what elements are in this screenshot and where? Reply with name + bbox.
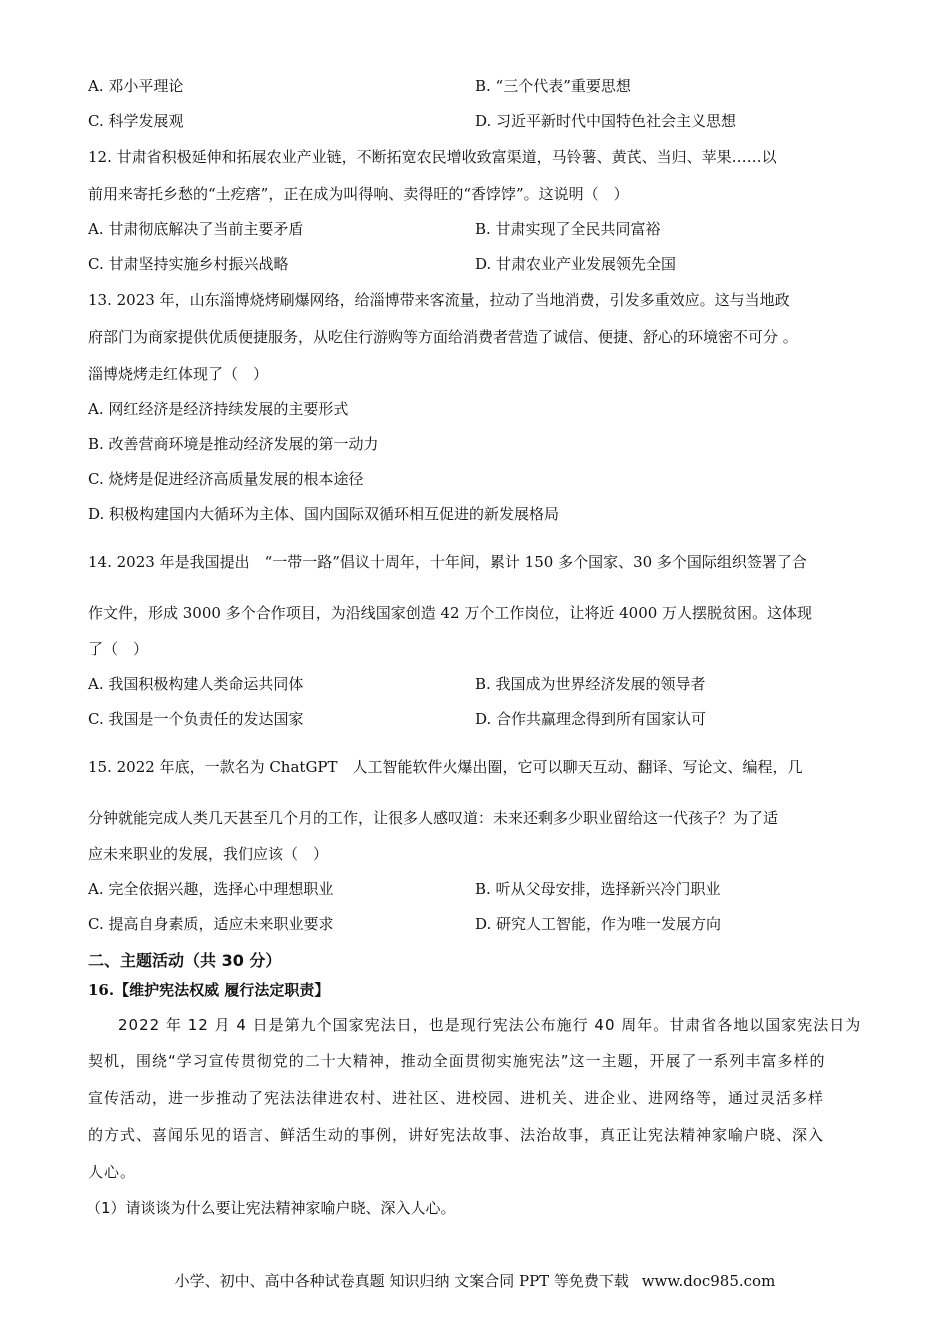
q13-option-b: B. 改善营商环境是推动经济发展的第一动力 bbox=[88, 435, 379, 453]
q14-option-c: C. 我国是一个负责任的发达国家 bbox=[88, 710, 304, 728]
q14-option-a: A. 我国积极构建人类命运共同体 bbox=[88, 675, 304, 693]
q16-subquestion-1: （1）请谈谈为什么要让宪法精神家喻户晓、深入人心。 bbox=[86, 1199, 456, 1217]
q16-heading: 16.【维护宪法权威 履行法定职责】 bbox=[88, 981, 330, 999]
q16-material-line: 2022 年 12 月 4 日是第九个国家宪法日，也是现行宪法公布施行 40 周年。甘肃省各地以国家宪法日为 bbox=[118, 1016, 862, 1034]
q16-material-line: 人心。 bbox=[88, 1163, 137, 1181]
footer-url[interactable]: www.doc985.com bbox=[641, 1272, 776, 1290]
q14-stem-line2: 作文件，形成 3000 多个合作项目，为沿线国家创造 42 万个工作岗位，让将近 4000 万人摆脱贫困。这体现 bbox=[88, 604, 813, 622]
q13-stem-line2: 府部门为商家提供优质便捷服务，从吃住行游购等方面给消费者营造了诚信、便捷、舒心的环境密不可分 。 bbox=[88, 328, 798, 346]
q15-option-c: C. 提高自身素质，适应未来职业要求 bbox=[88, 915, 334, 933]
q14-option-b: B. 我国成为世界经济发展的领导者 bbox=[475, 675, 706, 693]
q11-option-b: B. “三个代表”重要思想 bbox=[475, 77, 631, 95]
q13-option-c: C. 烧烤是促进经济高质量发展的根本途径 bbox=[88, 470, 364, 488]
q15-option-b: B. 听从父母安排，选择新兴冷门职业 bbox=[475, 880, 721, 898]
q14-stem-line3: 了（ ） bbox=[88, 640, 149, 658]
q13-option-a: A. 网红经济是经济持续发展的主要形式 bbox=[88, 400, 349, 418]
q12-option-d: D. 甘肃农业产业发展领先全国 bbox=[475, 255, 677, 273]
q14-stem-line1: 14. 2023 年是我国提出 “一带一路”倡议十周年，十年间，累计 150 多个国家、30 多个国际组织签署了合 bbox=[88, 553, 807, 571]
q15-stem-line2: 分钟就能完成人类几天甚至几个月的工作，让很多人感叹道：未来还剩多少职业留给这一代孩子？为了适 bbox=[88, 809, 779, 827]
q12-option-b: B. 甘肃实现了全民共同富裕 bbox=[475, 220, 661, 238]
q16-material-line: 契机，围绕“学习宣传贯彻党的二十大精神，推动全面贯彻实施宪法”这一主题，开展了一系列丰富多样的 bbox=[88, 1052, 826, 1070]
q12-stem-line2: 前用来寄托乡愁的“土疙瘩”，正在成为叫得响、卖得旺的“香饽饽”。这说明（ ） bbox=[88, 185, 629, 203]
q11-option-a: A. 邓小平理论 bbox=[88, 77, 184, 95]
q11-option-d: D. 习近平新时代中国特色社会主义思想 bbox=[475, 112, 737, 130]
q12-option-a: A. 甘肃彻底解决了当前主要矛盾 bbox=[88, 220, 304, 238]
q14-option-d: D. 合作共赢理念得到所有国家认可 bbox=[475, 710, 707, 728]
page-footer bbox=[0, 1270, 950, 1291]
q15-option-a: A. 完全依据兴趣，选择心中理想职业 bbox=[88, 880, 334, 898]
q15-stem-line3: 应未来职业的发展，我们应该（ ） bbox=[88, 845, 329, 863]
q15-stem-line1: 15. 2022 年底，一款名为 ChatGPT 人工智能软件火爆出圈，它可以聊天互动、翻译、写论文、编程，几 bbox=[88, 758, 803, 776]
q16-material-line: 宣传活动，进一步推动了宪法法律进农村、进社区、进校园、进机关、进企业、进网络等，通过灵活多样 bbox=[88, 1089, 825, 1107]
footer-text: 小学、初中、高中各种试卷真题 知识归纳 文案合同 PPT 等免费下载 bbox=[174, 1272, 629, 1290]
q13-option-d: D. 积极构建国内大循环为主体、国内国际双循环相互促进的新发展格局 bbox=[88, 505, 560, 523]
q16-material-line: 的方式、喜闻乐见的语言、鲜活生动的事例，讲好宪法故事、法治故事，真正让宪法精神家喻户晓、深入 bbox=[88, 1126, 825, 1144]
q11-option-c: C. 科学发展观 bbox=[88, 112, 184, 130]
q12-option-c: C. 甘肃坚持实施乡村振兴战略 bbox=[88, 255, 289, 273]
q13-stem-line1: 13. 2023 年，山东淄博烧烤刷爆网络，给淄博带来客流量，拉动了当地消费，引发多重效应。这与当地政 bbox=[88, 291, 790, 309]
q12-stem-line1: 12. 甘肃省积极延伸和拓展农业产业链，不断拓宽农民增收致富渠道，马铃薯、黄芪、当归、苹果……以 bbox=[88, 148, 777, 166]
q15-option-d: D. 研究人工智能，作为唯一发展方向 bbox=[475, 915, 722, 933]
section-title: 二、主题活动（共 30 分） bbox=[88, 951, 282, 970]
q13-stem-line3: 淄博烧烤走红体现了（ ） bbox=[88, 365, 269, 383]
